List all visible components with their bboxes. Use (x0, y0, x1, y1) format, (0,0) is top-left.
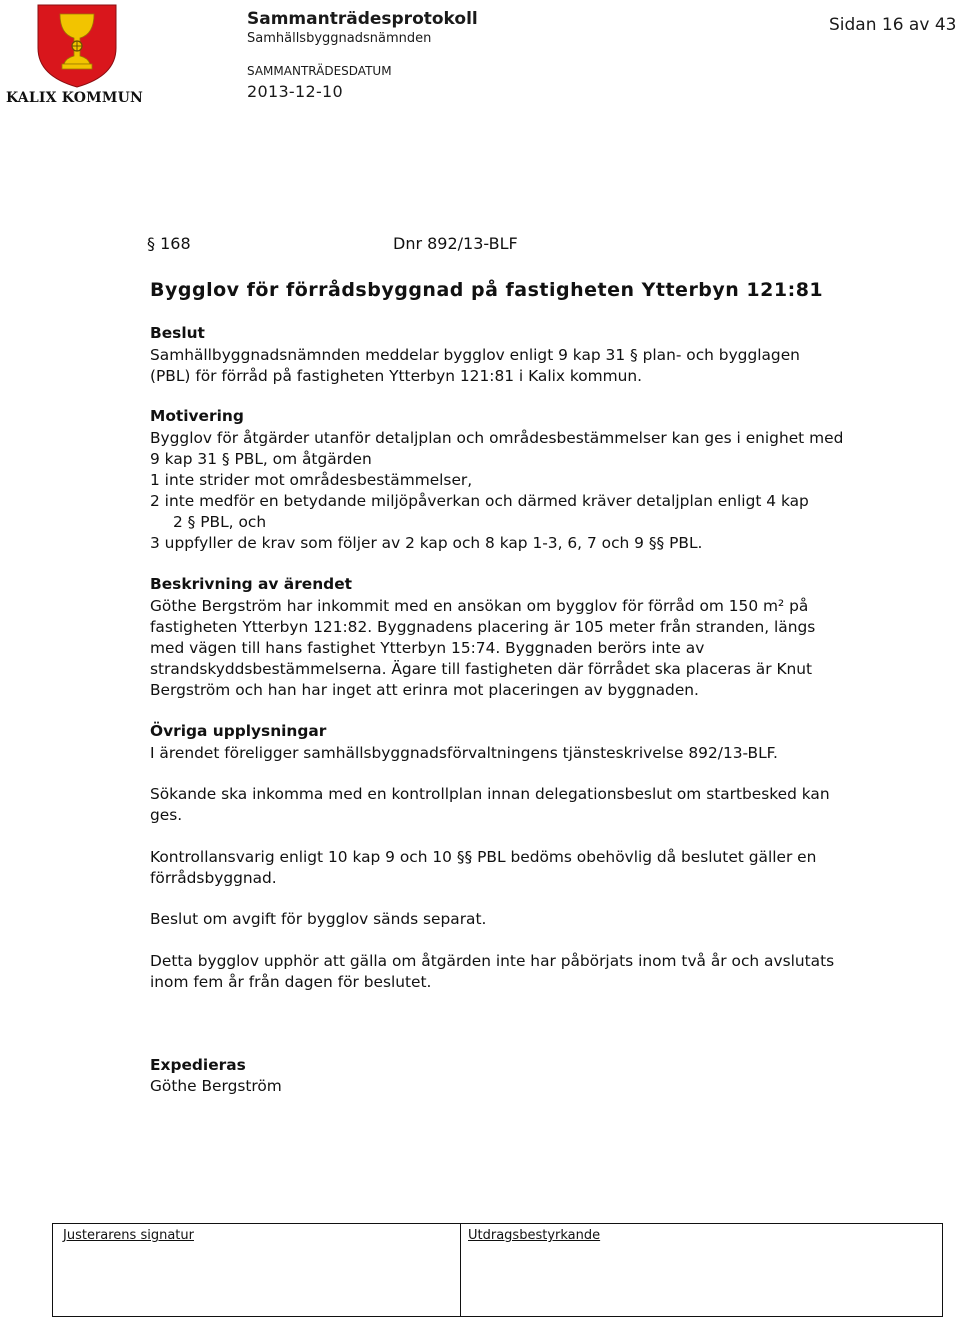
ovriga-paragraph: Beslut om avgift för bygglov sänds separat. (150, 910, 487, 928)
motivering-list-item-continued: 2 § PBL, och (173, 513, 267, 531)
coat-of-arms-icon (6, 4, 142, 88)
committee-name: Samhällsbyggnadsnämnden (247, 31, 432, 46)
meeting-date: 2013-12-10 (247, 82, 343, 101)
motivering-list-item: 3 uppfyller de krav som följer av 2 kap och 8 kap 1-3, 6, 7 och 9 §§ PBL. (150, 534, 703, 552)
kalix-kommun-logo (6, 4, 142, 108)
ovriga-paragraph: I ärendet föreligger samhällsbyggnadsförvaltningens tjänsteskrivelse 892/13-BLF. (150, 744, 778, 762)
ovriga-paragraph: inom fem år från dagen för beslutet. (150, 973, 432, 991)
motivering-list-item: 1 inte strider mot områdesbestämmelser, (150, 471, 473, 489)
motivering-list-item: 2 inte medför en betydande miljöpåverkan och därmed kräver detaljplan enligt 4 kap (150, 492, 809, 510)
beslut-line: Samhällbyggnadsnämnden meddelar bygglov enligt 9 kap 31 § plan- och bygglagen (150, 346, 800, 364)
beskrivning-line: fastigheten Ytterbyn 121:82. Byggnadens placering är 105 meter från stranden, längs (150, 618, 816, 636)
diary-number: Dnr 892/13-BLF (393, 234, 518, 253)
beskrivning-line: Göthe Bergström har inkommit med en ansökan om bygglov för förråd om 150 m² på (150, 597, 809, 615)
ovriga-paragraph: förrådsbyggnad. (150, 869, 277, 887)
beskrivning-heading: Beskrivning av ärendet (150, 575, 352, 593)
logo-wordmark: KALIX KOMMUN (6, 90, 143, 106)
beskrivning-line: Bergström och han har inget att erinra mot placeringen av byggnaden. (150, 681, 699, 699)
motivering-heading: Motivering (150, 407, 244, 425)
signature-box-divider (460, 1224, 461, 1316)
page-number: Sidan 16 av 43 (829, 15, 957, 35)
motivering-line: Bygglov för åtgärder utanför detaljplan och områdesbestämmelser kan ges i enighet med (150, 429, 844, 447)
extract-certification-label: Utdragsbestyrkande (468, 1228, 601, 1243)
motivering-line: 9 kap 31 § PBL, om åtgärden (150, 450, 372, 468)
ovriga-paragraph: Sökande ska inkomma med en kontrollplan innan delegationsbeslut om startbesked kan (150, 785, 830, 803)
beslut-line: (PBL) för förråd på fastigheten Ytterbyn 121:81 i Kalix kommun. (150, 367, 643, 385)
paragraph-number: § 168 (147, 234, 191, 253)
beslut-heading: Beslut (150, 324, 205, 342)
meeting-date-label: SAMMANTRÄDESDATUM (247, 64, 392, 78)
beskrivning-line: med vägen till hans fastighet Ytterbyn 15:74. Byggnaden berörs inte av (150, 639, 705, 657)
adjuster-signature-label: Justerarens signatur (63, 1228, 194, 1243)
expedieras-heading: Expedieras (150, 1056, 246, 1074)
document-title: Sammanträdesprotokoll (247, 9, 478, 29)
ovriga-paragraph: ges. (150, 806, 183, 824)
ovriga-paragraph: Kontrollansvarig enligt 10 kap 9 och 10 §§ PBL bedöms obehövlig då beslutet gäller en (150, 848, 817, 866)
ovriga-heading: Övriga upplysningar (150, 722, 327, 740)
beskrivning-line: strandskyddsbestämmelserna. Ägare till fastigheten där förrådet ska placeras är Knut (150, 660, 813, 678)
signature-box (52, 1223, 943, 1317)
ovriga-paragraph: Detta bygglov upphör att gälla om åtgärden inte har påbörjats inom två år och avslutats (150, 952, 835, 970)
case-title: Bygglov för förrådsbyggnad på fastigheten Ytterbyn 121:81 (150, 279, 824, 301)
expedieras-recipient: Göthe Bergström (150, 1077, 282, 1095)
